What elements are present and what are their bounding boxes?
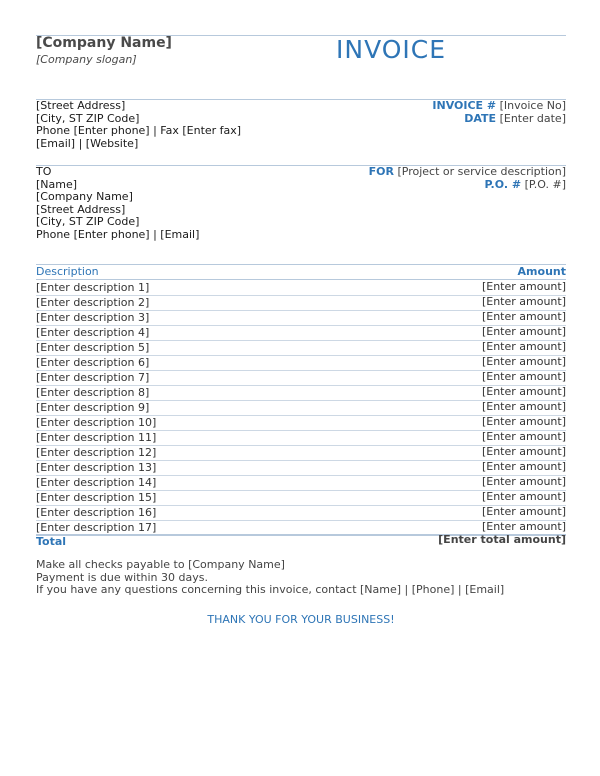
recipient-street: [Street Address] bbox=[36, 202, 126, 216]
table-row bbox=[36, 355, 566, 371]
date-value: [Enter date] bbox=[499, 111, 566, 125]
recipient-phone-email: Phone [Enter phone] | [Email] bbox=[36, 227, 200, 241]
date-label: DATE bbox=[464, 111, 497, 125]
line-item-amount: [Enter amount] bbox=[481, 400, 566, 413]
invoice-meta bbox=[432, 100, 566, 125]
table-top-rule bbox=[36, 264, 566, 265]
line-item-description: [Enter description 12] bbox=[36, 446, 157, 459]
to-label: TO bbox=[36, 165, 52, 178]
sender-phone-fax: Phone [Enter phone] | Fax [Enter fax] bbox=[36, 124, 242, 138]
invoice-title: INVOICE bbox=[336, 35, 447, 64]
line-item-description: [Enter description 15] bbox=[36, 491, 157, 504]
line-item-amount: [Enter amount] bbox=[481, 415, 566, 428]
line-item-amount: [Enter amount] bbox=[481, 430, 566, 443]
line-item-amount: [Enter amount] bbox=[481, 340, 566, 353]
table-row bbox=[36, 475, 566, 491]
for-value: [Project or service description] bbox=[397, 165, 566, 178]
line-item-amount: [Enter amount] bbox=[481, 355, 566, 368]
column-header-amount: Amount bbox=[517, 265, 566, 278]
table-row bbox=[36, 460, 566, 476]
for-block bbox=[369, 166, 566, 191]
po-value: [P.O. #] bbox=[524, 177, 566, 191]
recipient-name: [Name] bbox=[36, 177, 78, 191]
line-item-description: [Enter description 13] bbox=[36, 461, 157, 474]
table-row bbox=[36, 310, 566, 326]
line-item-amount: [Enter amount] bbox=[481, 385, 566, 398]
table-row bbox=[36, 295, 566, 311]
table-row bbox=[36, 430, 566, 446]
company-slogan: [Company slogan] bbox=[36, 53, 137, 66]
company-name: [Company Name] bbox=[36, 35, 172, 51]
column-header-description: Description bbox=[36, 265, 99, 278]
table-row bbox=[36, 505, 566, 521]
line-item-amount: [Enter amount] bbox=[481, 490, 566, 503]
for-label: FOR bbox=[368, 165, 394, 178]
line-item-amount: [Enter amount] bbox=[481, 445, 566, 458]
table-row bbox=[36, 325, 566, 341]
po-label: P.O. # bbox=[484, 177, 522, 191]
table-row bbox=[36, 415, 566, 431]
line-item-description: [Enter description 17] bbox=[36, 521, 157, 534]
payment-due-text: Payment is due within 30 days. bbox=[36, 570, 208, 584]
line-item-description: [Enter description 5] bbox=[36, 341, 150, 354]
line-item-amount: [Enter amount] bbox=[481, 310, 566, 323]
line-item-amount: [Enter amount] bbox=[481, 280, 566, 293]
line-item-description: [Enter description 16] bbox=[36, 506, 157, 519]
sender-street: [Street Address] bbox=[36, 99, 126, 112]
invoice-number-value: [Invoice No] bbox=[499, 99, 566, 112]
total-label: Total bbox=[36, 535, 67, 548]
table-row bbox=[36, 340, 566, 356]
line-item-amount: [Enter amount] bbox=[481, 325, 566, 338]
table-row bbox=[36, 490, 566, 506]
line-item-description: [Enter description 7] bbox=[36, 371, 150, 384]
invoice-number-label: INVOICE # bbox=[432, 99, 497, 112]
table-row bbox=[36, 385, 566, 401]
sender-block bbox=[36, 100, 241, 150]
recipient-block bbox=[36, 166, 199, 242]
line-item-description: [Enter description 6] bbox=[36, 356, 150, 369]
line-item-description: [Enter description 14] bbox=[36, 476, 157, 489]
questions-contact-text: If you have any questions concerning this invoice, contact [Name] | [Phone] | [Email] bbox=[36, 583, 505, 597]
total-value: [Enter total amount] bbox=[438, 533, 566, 546]
thank-you-message: THANK YOU FOR YOUR BUSINESS! bbox=[207, 613, 395, 626]
line-item-description: [Enter description 2] bbox=[36, 296, 150, 309]
line-item-description: [Enter description 3] bbox=[36, 311, 150, 324]
sender-email-web: [Email] | [Website] bbox=[36, 136, 139, 150]
payment-notes bbox=[36, 559, 504, 597]
line-item-amount: [Enter amount] bbox=[481, 475, 566, 488]
table-row bbox=[36, 280, 566, 296]
sender-city: [City, ST ZIP Code] bbox=[36, 111, 140, 125]
line-item-description: [Enter description 9] bbox=[36, 401, 150, 414]
line-item-description: [Enter description 8] bbox=[36, 386, 150, 399]
line-item-amount: [Enter amount] bbox=[481, 295, 566, 308]
line-item-amount: [Enter amount] bbox=[481, 370, 566, 383]
line-item-description: [Enter description 4] bbox=[36, 326, 150, 339]
line-item-amount: [Enter amount] bbox=[481, 520, 566, 533]
recipient-company: [Company Name] bbox=[36, 190, 133, 204]
line-item-description: [Enter description 1] bbox=[36, 281, 150, 294]
checks-payable-text: Make all checks payable to [Company Name] bbox=[36, 558, 285, 571]
line-item-description: [Enter description 11] bbox=[36, 431, 157, 444]
line-item-description: [Enter description 10] bbox=[36, 416, 157, 429]
table-row bbox=[36, 370, 566, 386]
table-row bbox=[36, 400, 566, 416]
line-item-amount: [Enter amount] bbox=[481, 460, 566, 473]
table-row bbox=[36, 445, 566, 461]
recipient-city: [City, ST ZIP Code] bbox=[36, 215, 140, 229]
line-item-amount: [Enter amount] bbox=[481, 505, 566, 518]
